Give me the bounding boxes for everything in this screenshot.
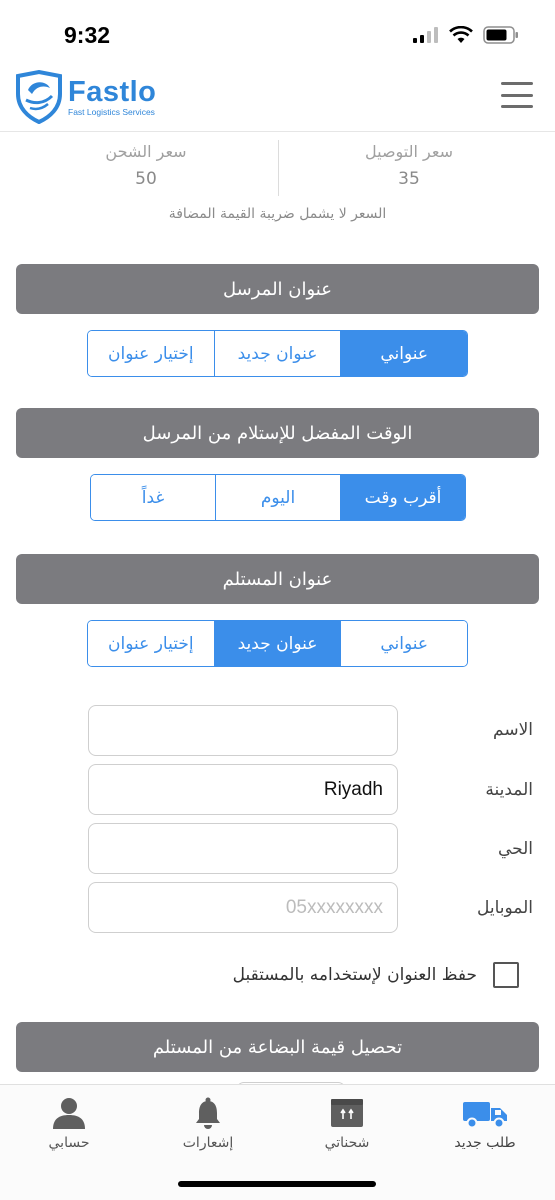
shipping-price-value: 50 <box>135 169 157 189</box>
nav-my-account-label: حسابي <box>48 1135 90 1151</box>
app-header <box>0 62 555 132</box>
wifi-icon <box>449 26 473 44</box>
nav-new-order[interactable] <box>430 1095 540 1151</box>
sender-choose-address-option[interactable]: إختيار عنوان <box>88 331 214 376</box>
pickup-time-selector <box>90 474 466 521</box>
receiver-choose-address-option[interactable]: إختيار عنوان <box>88 621 214 666</box>
truck-icon <box>462 1095 508 1129</box>
status-bar <box>0 0 555 62</box>
sender-address-header: عنوان المرسل <box>16 264 539 314</box>
nav-my-shipments-label: شحناتي <box>324 1135 370 1151</box>
district-input[interactable] <box>88 823 398 874</box>
nav-notifications-label: إشعارات <box>182 1135 234 1151</box>
nav-my-account[interactable] <box>14 1095 124 1151</box>
delivery-price <box>309 142 509 189</box>
sender-new-address-option[interactable]: عنوان جديد <box>214 331 341 376</box>
bell-icon <box>194 1095 222 1129</box>
shipping-price-label: سعر الشحن <box>105 142 187 161</box>
price-divider <box>278 140 279 196</box>
battery-icon <box>483 26 519 44</box>
sender-address-selector <box>87 330 468 377</box>
receiver-my-address-option[interactable]: عنواني <box>340 621 467 666</box>
delivery-price-value: 35 <box>398 169 420 189</box>
menu-bar <box>501 82 533 85</box>
nav-my-shipments[interactable] <box>292 1095 402 1151</box>
vat-note: السعر لا يشمل ضريبة القيمة المضافة <box>168 206 387 222</box>
logo[interactable] <box>14 70 156 124</box>
district-label: الحي <box>497 839 533 859</box>
menu-bar <box>501 105 533 108</box>
save-address-label: حفظ العنوان لإستخدامه بالمستقبل <box>232 965 477 985</box>
sender-my-address-option[interactable]: عنواني <box>340 331 467 376</box>
status-time: 9:32 <box>64 22 111 48</box>
signal-icon <box>413 27 439 43</box>
logo-subtitle: Fast Logistics Services <box>68 107 155 117</box>
city-label: المدينة <box>485 780 533 800</box>
pickup-earliest-option[interactable]: أقرب وقت <box>340 475 465 520</box>
shield-logo-icon <box>14 70 64 124</box>
mobile-label: الموبايل <box>476 898 533 918</box>
receiver-new-address-option[interactable]: عنوان جديد <box>214 621 341 666</box>
price-summary <box>0 132 555 200</box>
shipping-price <box>46 142 246 189</box>
name-label: الاسم <box>493 720 533 740</box>
pickup-tomorrow-option[interactable]: غداً <box>91 475 215 520</box>
hamburger-menu-button[interactable] <box>501 82 533 108</box>
pickup-time-header: الوقت المفضل للإستلام من المرسل <box>16 408 539 458</box>
delivery-price-label: سعر التوصيل <box>365 142 453 161</box>
mobile-input[interactable] <box>88 882 398 933</box>
save-address-checkbox[interactable] <box>493 962 519 988</box>
home-indicator <box>178 1181 376 1187</box>
save-address-row <box>233 962 519 988</box>
nav-new-order-label: طلب جديد <box>454 1135 516 1151</box>
pickup-today-option[interactable]: اليوم <box>215 475 340 520</box>
name-input[interactable] <box>88 705 398 756</box>
user-icon <box>51 1095 87 1129</box>
nav-notifications[interactable] <box>153 1095 263 1151</box>
box-icon <box>329 1095 365 1129</box>
menu-bar <box>501 94 533 97</box>
logo-text <box>68 77 156 117</box>
city-input[interactable] <box>88 764 398 815</box>
status-icons <box>413 26 519 44</box>
receiver-address-header: عنوان المستلم <box>16 554 539 604</box>
receiver-address-selector <box>87 620 468 667</box>
collection-header: تحصيل قيمة البضاعة من المستلم <box>16 1022 539 1072</box>
logo-name: Fastlo <box>68 76 157 108</box>
